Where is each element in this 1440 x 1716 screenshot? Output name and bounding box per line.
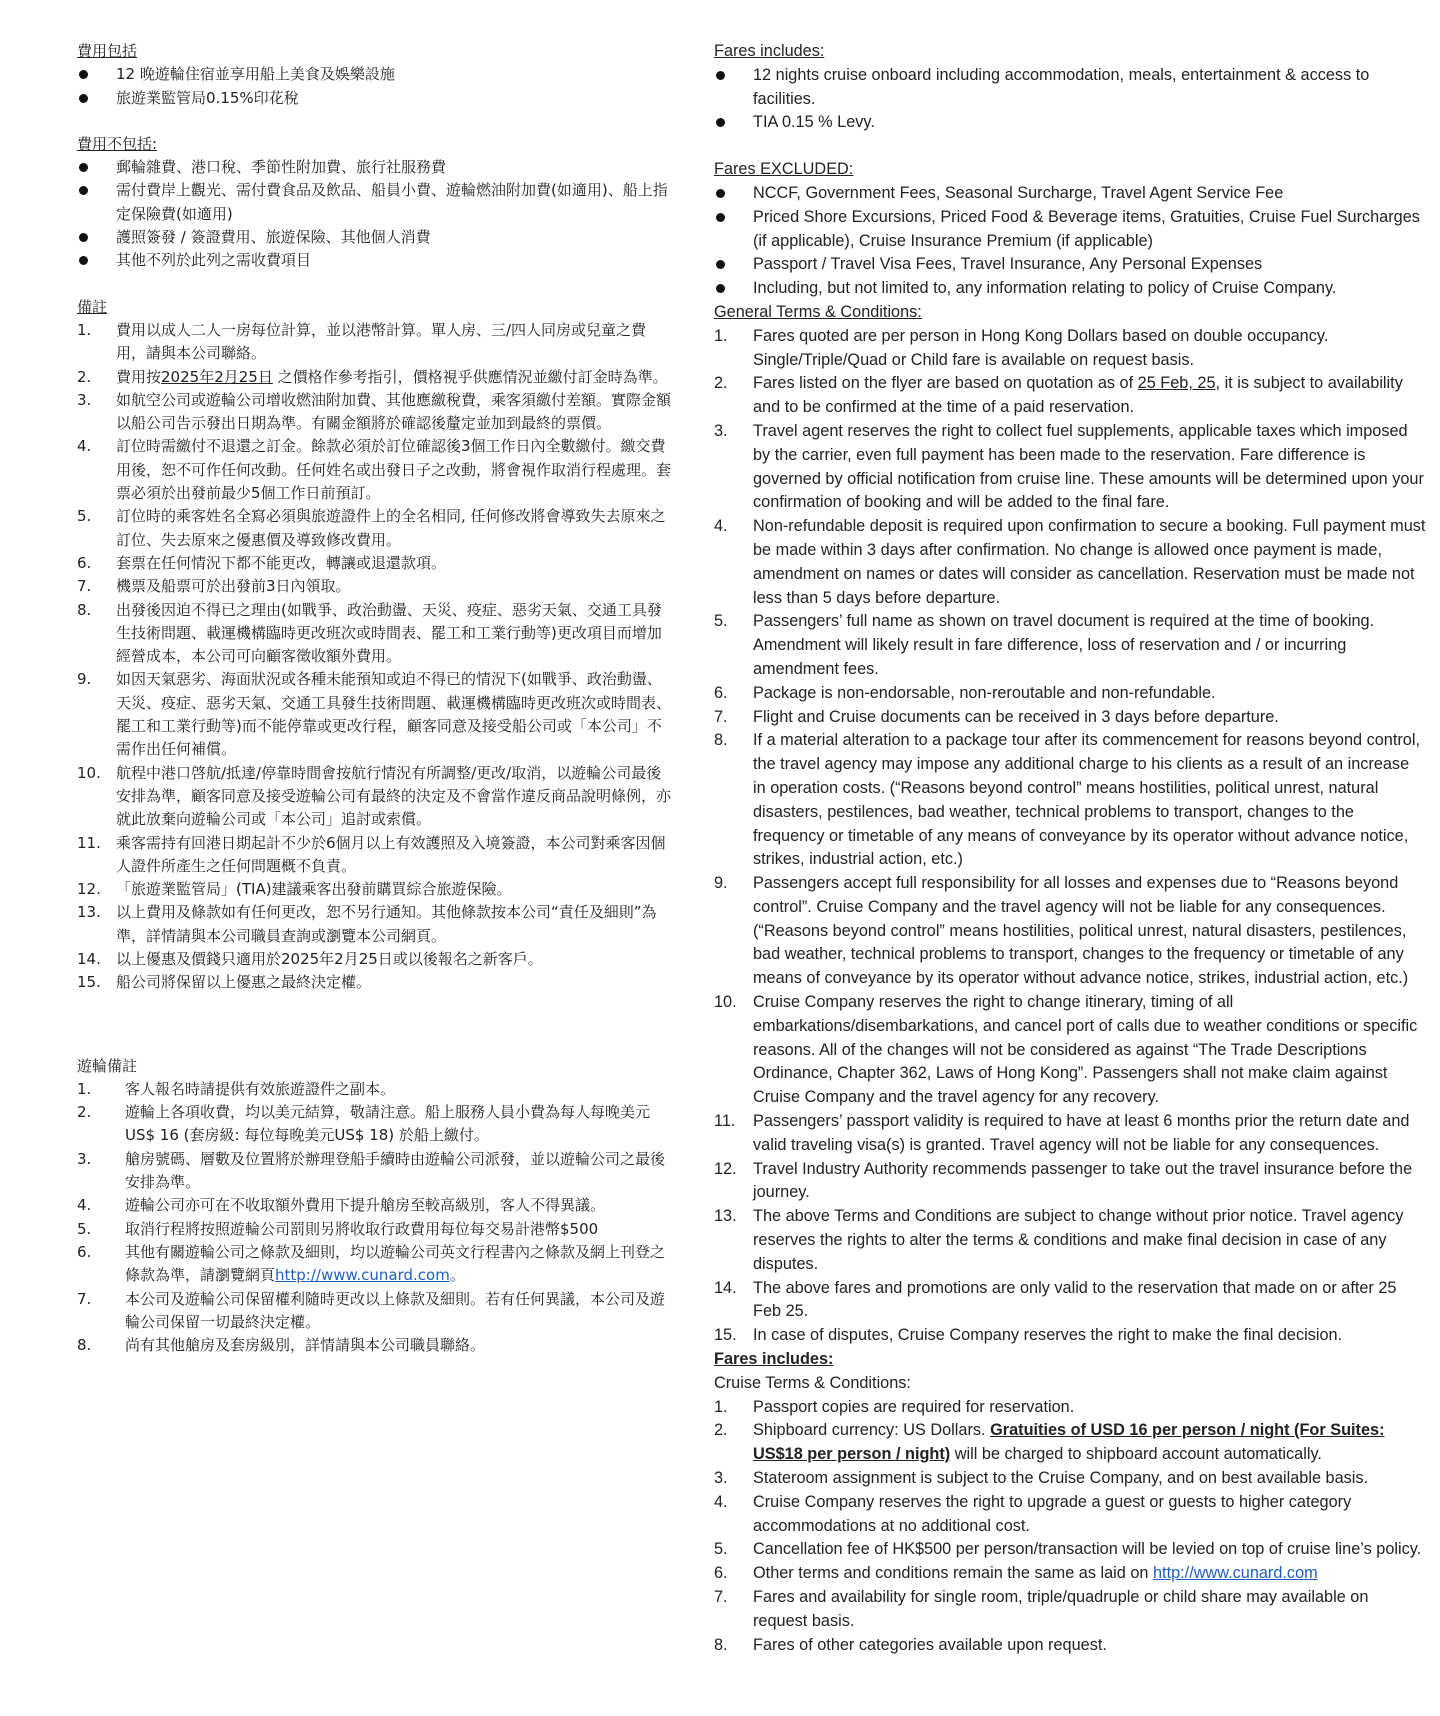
fares-includes-section <box>714 40 1426 135</box>
note-item: 1. 費用以成人二人一房每位計算，並以港幣計算。單人房、三/四人同房或兒童之費用，請與本公司聯絡。 <box>77 320 647 363</box>
list-item: Priced Shore Excursions, Priced Food & Beverage items, Gratuities, Cruise Fuel Surcharges (if applicable), Cruise Insurance Premium (if applicable) <box>714 206 1426 254</box>
cruise-note-item: 6. 其他有關遊輪公司之條款及細則，均以遊輪公司英文行程書內之條款及網上刊登之條款為準，請瀏覽網頁http://www.cunard.com。 <box>77 1242 666 1285</box>
note-item: 9. 如因天氣惡劣、海面狀況或各種未能預知或迫不得已的情況下(如戰爭、政治動盪、天災、疫症、惡劣天氣、交通工具發生技術問題、載運機構臨時更改班次或時間表、罷工和工業行動等)而不能停靠或更改行程，顧客同意及接受船公司或「本公司」不需作出任何補償。 <box>77 670 672 759</box>
included-title: 費用包括 <box>77 42 138 60</box>
cruise-term-item: 4. Cruise Company reserves the right to upgrade a guest or guests to higher category accommodations at no additional cost. <box>714 1492 1352 1535</box>
cunard-link[interactable]: http://www.cunard.com <box>275 1266 450 1285</box>
note-item: 4. 訂位時需繳付不退還之訂金。餘款必須於訂位確認後3個工作日內全數繳付。繳交費用後，恕不可作任何改動。任何姓名或出發日子之改動，將會視作取消行程處理。套票必須於出發前最少5個工作日前預訂。 <box>77 437 672 503</box>
list-item: 郵輪雜費、港口稅、季節性附加費、旅行社服務費 <box>77 156 672 179</box>
list-item: 需付費岸上觀光、需付費食品及飲品、船員小費、遊輪燃油附加費(如適用)、船上指定保險費(如適用) <box>77 179 672 226</box>
cruise-fares-includes-title: Fares includes: <box>714 1350 834 1369</box>
cruise-term-item: 3. Stateroom assignment is subject to the Cruise Company, and on best available basis. <box>714 1469 1369 1488</box>
note-item: 8. 出發後因迫不得已之理由(如戰爭、政治動盪、天災、疫症、惡劣天氣、交通工具發生技術問題、載運機構臨時更改班次或時間表、罷工和工業行動等)更改項目而增加經營成本，本公司可向顧客徵收額外費用。 <box>77 600 662 666</box>
list-item: TIA 0.15 % Levy. <box>714 111 1426 135</box>
cruise-term-item: 1. Passport copies are required for reservation. <box>714 1397 1075 1416</box>
term-item: 7. Flight and Cruise documents can be received in 3 days before departure. <box>714 707 1279 726</box>
cruise-terms-section <box>714 1348 1426 1657</box>
list-item: 12 晚遊輪住宿並享用船上美食及娛樂設施 <box>77 63 672 86</box>
gratuities-note: Gratuities of USD 16 per person / night (For Suites: US$18 per person / night) <box>753 1421 1385 1464</box>
term-item: 3. Travel agent reserves the right to collect fuel supplements, applicable taxes which imposed by the carrier, even full payment has been made to the reservation. Fare difference is governed by official notification from cruise line. These amounts will be determined upon your confirmation of booking and will be added to the final fare. <box>714 421 1424 512</box>
cruise-note-item: 1. 客人報名時請提供有效旅遊證件之副本。 <box>77 1079 396 1098</box>
note-item: 12. 「旅遊業監管局」(TIA)建議乘客出發前購買綜合旅遊保險。 <box>77 880 512 899</box>
excluded-section <box>77 133 672 273</box>
cruise-note-item: 8. 尚有其他艙房及套房級別，詳情請與本公司職員聯絡。 <box>77 1336 486 1355</box>
cruise-term-item: 6. Other terms and conditions remain the same as laid on http://www.cunard.com <box>714 1564 1318 1583</box>
note-item: 15. 船公司將保留以上優惠之最終決定權。 <box>77 973 372 992</box>
note-item: 3. 如航空公司或遊輪公司增收燃油附加費、其他應繳稅費，乘客須繳付差額。實際金額以船公司告示發出日期為準。有關金額將於確認後釐定並加到最終的票價。 <box>77 390 672 433</box>
list-item: 護照簽發 / 簽證費用、旅遊保險、其他個人消費 <box>77 226 672 249</box>
cunard-link[interactable]: http://www.cunard.com <box>1153 1564 1318 1583</box>
note-item: 5. 訂位時的乘客姓名全寫必須與旅遊證件上的全名相同, 任何修改將會導致失去原來之訂位、失去原來之優惠價及導致修改費用。 <box>77 507 666 549</box>
fares-excluded-title: Fares EXCLUDED: <box>714 160 854 179</box>
cruise-term-item: 8. Fares of other categories available upon request. <box>714 1635 1107 1654</box>
cruise-terms-subtitle: Cruise Terms & Conditions: <box>714 1373 911 1392</box>
term-item: 11. Passengers’ passport validity is required to have at least 6 months prior the return date and valid traveling visa(s) is granted. Travel agency will not be liable for any consequences. <box>714 1112 1410 1154</box>
list-item: Passport / Travel Visa Fees, Travel Insurance, Any Personal Expenses <box>714 253 1426 277</box>
fares-includes-title: Fares includes: <box>714 42 825 60</box>
english-terms-column <box>714 40 1426 1657</box>
term-item: 14. The above fares and promotions are only valid to the reservation that made on or after 25 Feb 25. <box>714 1278 1397 1321</box>
excluded-title: 費用不包括: <box>77 134 158 153</box>
cruise-note-item: 5. 取消行程將按照遊輪公司罰則另將收取行政費用每位每交易計港幣$500 <box>77 1219 599 1238</box>
term-item: 10. Cruise Company reserves the right to change itinerary, timing of all embarkations/disembarkations, and cancel port of calls due to weather conditions or specific reasons. All of the changes will not be considered as against “The Trade Descriptions Ordinance, Chapter 362, Laws of Hong Kong”. Passengers shall not make claim against Cruise Company and the travel agency for any recovery. <box>714 993 1418 1107</box>
cruise-note-item: 3. 艙房號碼、層數及位置將於辦理登船手續時由遊輪公司派發，並以遊輪公司之最後安排為準。 <box>77 1149 666 1192</box>
list-item: NCCF, Government Fees, Seasonal Surcharge, Travel Agent Service Fee <box>714 182 1426 206</box>
note-item: 13. 以上費用及條款如有任何更改，恕不另行通知。其他條款按本公司“責任及細則”為準，詳情請與本公司職員查詢或瀏覽本公司網頁。 <box>77 903 657 945</box>
cruise-notes-title: 遊輪備註 <box>77 1056 138 1075</box>
list-item: Including, but not limited to, any information relating to policy of Cruise Company. <box>714 277 1426 301</box>
cruise-note-item: 2. 遊輪上各項收費，均以美元結算，敬請注意。船上服務人員小費為每人每晚美元US$ 16 (套房級: 每位每晚美元US$ 18) 於船上繳付。 <box>77 1103 651 1145</box>
note-item: 2. 費用按2025年2月25日 之價格作參考指引，價格視乎供應情況並繳付訂金時為準。 <box>77 367 668 386</box>
term-item: 2. Fares listed on the flyer are based on quotation as of 25 Feb, 25, it is subject to availability and to be confirmed at the time of a paid reservation. <box>714 374 1403 417</box>
notes-title: 備註 <box>77 297 108 316</box>
term-item: 5. Passengers’ full name as shown on travel document is required at the time of booking. Amendment will likely result in fare difference, loss of reservation and / or incurring amendment fees. <box>714 612 1375 678</box>
term-item: 12. Travel Industry Authority recommends passenger to take out the travel insurance before the journey. <box>714 1159 1413 1202</box>
fares-excluded-section <box>714 158 1426 301</box>
term-item: 1. Fares quoted are per person in Hong Kong Dollars based on double occupancy. Single/Triple/Quad or Child fare is available on request basis. <box>714 326 1329 369</box>
quotation-date: 25 Feb, 25 <box>1137 374 1216 393</box>
term-item: 9. Passengers accept full responsibility for all losses and expenses due to “Reasons beyond control”. Cruise Company and the travel agency will not be liable for any consequences. (“Reasons beyond control” means hostilities, political unrest, natural disasters, pestilences, bad weather, technical problems to transport, changes to the frequency or timetable of any means of conveyance by its operator without advance notice, strikes, industrial action, etc.) <box>714 874 1409 988</box>
note-item: 10. 航程中港口啓航/抵達/停靠時間會按航行情況有所調整/更改/取消，以遊輪公司最後安排為準，顧客同意及接受遊輪公司有最終的決定及不會當作違反商品說明條例，亦就此放棄向遊輪公司或「本公司」追討或索償。 <box>77 763 672 829</box>
list-item: 12 nights cruise onboard including accommodation, meals, entertainment & access to facilities. <box>714 64 1426 112</box>
term-item: 8. If a material alteration to a package tour after its commencement for reasons beyond control, the travel agency may impose any additional charge to his clients as a result of an increase in operation costs. (“Reasons beyond control” means hostilities, political unrest, natural disasters, pestilences, bad weather, technical problems to transport, changes to the frequency or timetable of any means of conveyance by its operator without advance notice, strikes, industrial action, etc.) <box>714 731 1420 869</box>
cruise-note-item: 4. 遊輪公司亦可在不收取額外費用下提升艙房至較高級別，客人不得異議。 <box>77 1196 606 1215</box>
notes-section <box>77 296 672 995</box>
term-item: 13. The above Terms and Conditions are subject to change without prior notice. Travel agency reserves the rights to alter the terms & conditions and make final decision in case of any disputes. <box>714 1207 1404 1273</box>
term-item: 15. In case of disputes, Cruise Company reserves the right to make the final decision. <box>714 1326 1343 1345</box>
list-item: 旅遊業監管局0.15%印花稅 <box>77 87 672 110</box>
list-item: 其他不列於此列之需收費項目 <box>77 249 672 272</box>
term-item: 4. Non-refundable deposit is required upon confirmation to secure a booking. Full payment must be made within 3 days after confirmation. No change is allowed once payment is made, amendment on names or dates will consider as cancellation. Reservation must be made not less than 5 days before departure. <box>714 517 1426 607</box>
reference-date: 2025年2月25日 <box>161 367 273 386</box>
note-item: 6. 套票在任何情況下都不能更改，轉讓或退還款項。 <box>77 553 447 572</box>
note-item: 11. 乘客需持有回港日期起計不少於6個月以上有效護照及入境簽證，本公司對乘客因個人證件所產生之任何問題概不負責。 <box>77 833 666 875</box>
cruise-term-item: 2. Shipboard currency: US Dollars. Gratuities of USD 16 per person / night (For Suites: US$18 per person / night) will be charged to shipboard account automatically. <box>714 1421 1385 1464</box>
note-item: 14. 以上優惠及價錢只適用於2025年2月25日或以後報名之新客戶。 <box>77 949 543 968</box>
cruise-term-item: 5. Cancellation fee of HK$500 per person/transaction will be levied on top of cruise line’s policy. <box>714 1540 1422 1559</box>
cruise-note-item: 7. 本公司及遊輪公司保留權利隨時更改以上條款及細則。若有任何異議，本公司及遊輪公司保留一切最終決定權。 <box>77 1289 666 1331</box>
general-terms-title: General Terms & Conditions: <box>714 302 922 321</box>
cruise-notes-section <box>77 1055 672 1358</box>
chinese-terms-column <box>77 40 672 1357</box>
general-terms-section <box>714 301 1426 1348</box>
note-item: 7. 機票及船票可於出發前3日內領取。 <box>77 577 351 596</box>
cruise-term-item: 7. Fares and availability for single room, triple/quadruple or child share may available on request basis. <box>714 1588 1369 1630</box>
included-section <box>77 40 672 110</box>
term-item: 6. Package is non-endorsable, non-reroutable and non-refundable. <box>714 683 1216 702</box>
